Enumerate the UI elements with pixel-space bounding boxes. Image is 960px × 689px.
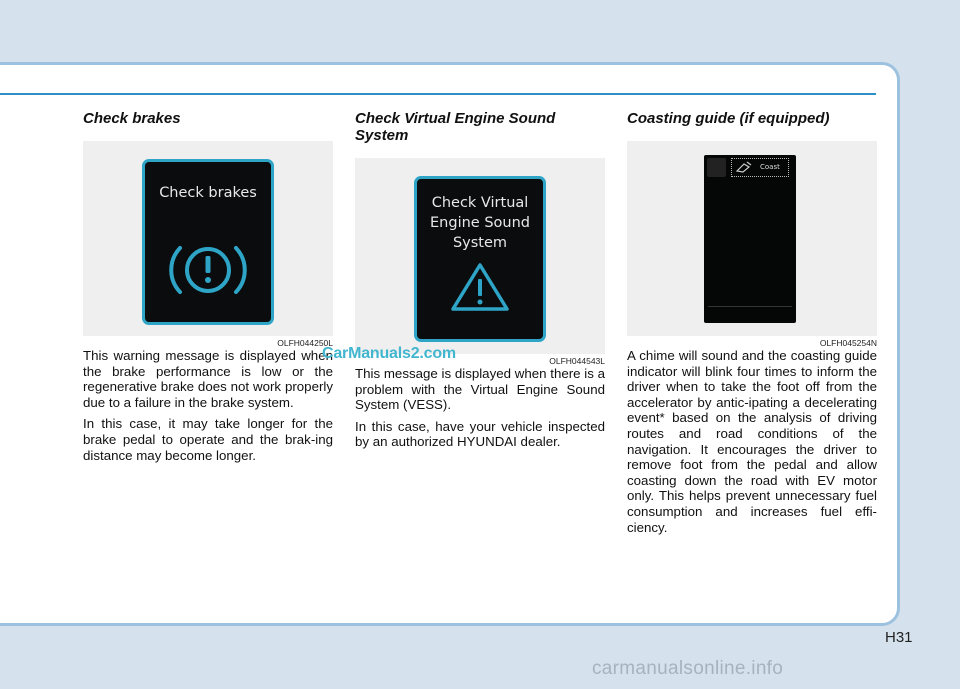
section-heading: Check brakes [83, 110, 181, 127]
cluster-display [704, 155, 796, 323]
watermark: CarManuals2.com [322, 345, 456, 362]
paragraph: In this case, have your vehicle inspected by an authorized HYUNDAI dealer. [355, 418, 605, 450]
cluster-display [142, 159, 274, 325]
display-line: System [452, 235, 508, 251]
cluster-display [414, 176, 546, 342]
display-line: Engine Sound [430, 215, 530, 231]
display-divider [708, 306, 792, 307]
figure-coasting [627, 141, 877, 348]
display-line: Check Virtual [431, 195, 529, 211]
section-vess [355, 110, 605, 450]
display-text: Check brakes [159, 185, 257, 201]
figure-caption: OLFH045254N [816, 338, 877, 348]
coast-label: Coast [760, 163, 780, 171]
brake-warning-icon [145, 224, 271, 314]
foot-pedal-icon [735, 161, 753, 174]
warning-triangle-icon [417, 261, 543, 321]
paragraph: A chime will sound and the coasting guide indicator will blink four times to inform the driver when to take the foot off from the accelerator by antic-ipating a decelerating event* based on the analysis of driving routes and road conditions of the navigation. It encourages the driver to remove foot from the pedal and allow coasting down the road with EV motor only. This helps prevent unnecessary fuel consumption and increases fuel effi-ciency. [627, 348, 877, 535]
section-heading: Coasting guide (if equipped) [627, 110, 830, 127]
coast-indicator [731, 158, 789, 177]
display-tile [707, 158, 726, 177]
figure-caption: OLFH044543L [545, 356, 605, 366]
figure-caption: OLFH044250L [273, 338, 333, 348]
section-check-brakes [83, 110, 333, 463]
paragraph: This warning message is displayed when the brake performance is low or the regenerative brake does not work properly due to a failure in the brake system. [83, 348, 333, 410]
figure-check-brakes [83, 141, 333, 348]
section-coasting-guide [627, 110, 877, 535]
section-heading: Check Virtual Engine Sound System [355, 110, 556, 144]
paragraph: This message is displayed when there is a problem with the Virtual Engine Sound System (VESS). [355, 366, 605, 413]
page-number: H31 [885, 629, 913, 646]
paragraph: In this case, it may take longer for the brake pedal to operate and the brak-ing distance may become longer. [83, 416, 333, 463]
footer-watermark: carmanualsonline.info [592, 658, 784, 679]
header-rule [0, 93, 876, 95]
